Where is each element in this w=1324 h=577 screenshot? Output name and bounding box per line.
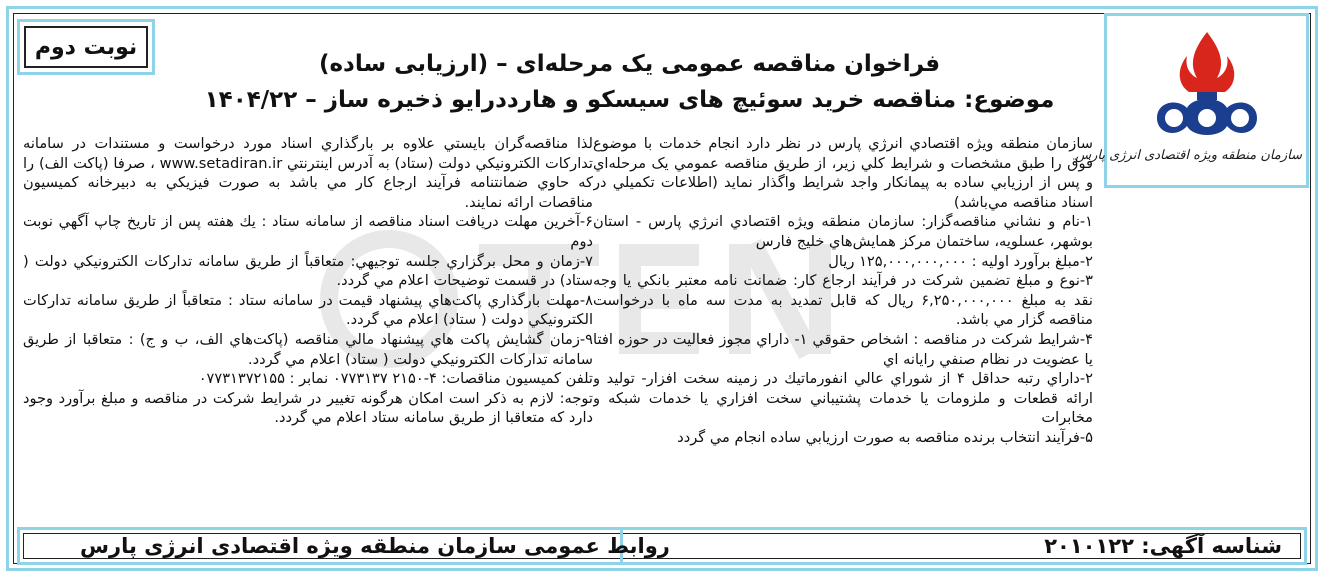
- right-item-4: ۴-شرایط شركت در مناقصه : اشخاص حقوقي ۱- داراي مجوز فعالیت در حوزه افتا یا عضویت در نظام صنفي رایانه اي: [593, 330, 1093, 368]
- left-phones: تلفن كمیسیون مناقصات: ۴-۲۱۵۰ ۰۷۷۳۱۳۷ نمابر : ۰۷۷۳۱۳۷۲۱۵۵: [198, 370, 593, 388]
- right-intro: سازمان منطقه ویژه اقتصادي انرژي پارس در نظر دارد انجام خدمات با موضوع فوق را طبق مشخصات و شرایط كلي زیر، از طریق مناقصه عمومي یک مرحله‌اي و پس از ارزیابي ساده به پیمانكار واجد شرایط واگذار نماید (اطلاعات تكمیلي در اسناد مناقصه مي‌باشد): [593, 135, 1093, 211]
- ad-id: شناسه آگهی: ۲۰۱۰۱۲۲: [1044, 534, 1282, 558]
- right-item-2: ۲-مبلغ برآورد اولیه : ۱۲۵,۰۰۰,۰۰۰,۰۰۰ ریال: [828, 252, 1093, 270]
- flame-logo-icon: [1137, 26, 1277, 146]
- right-column: [593, 134, 1093, 534]
- left-note: توجه: لازم به ذكر است امكان هرگونه تغییر در شرایط شركت در مناقصه و مبلغ برآورد وجود دارد كه متعاقبا از طریق سامانه ستاد اعلام مي گردد.: [23, 389, 593, 427]
- logo-panel: [1075, 13, 1309, 188]
- publisher-name: روابط عمومی سازمان منطقه ویژه اقتصادی انرژی پارس: [80, 534, 670, 558]
- left-item-9: ۹-زمان گشایش پاكت هاي پیشنهاد مالي مناقصه (پاكت‌هاي الف، ب و ج) : متعاقبا از طریق سامانه تداركات الكترونیكي دولت ( ستاد) اعلام مي گردد.: [23, 330, 593, 368]
- left-item-7: ۷-زمان و محل برگزاري جلسه توجیهي: متعاقباً از طریق سامانه تداركات الكترونیكي دولت ( ستاد) در قسمت توضیحات اعلام مي گردد.: [23, 252, 593, 290]
- footer-bar: [17, 527, 1307, 565]
- ad-subject: موضوع: مناقصه خرید سوئیچ های سیسکو و هارددرایو ذخیره ساز – ۱۴۰۴/۲۲: [204, 87, 1055, 113]
- left-item-8: ۸-مهلت بارگذاري پاكت‌هاي پیشنهاد قیمت در سامانه ستاد : متعاقباً از طریق سامانه تداركات الكترونیكي دولت ( ستاد) اعلام مي گردد.: [23, 291, 593, 329]
- right-item-1: ۱-نام و نشاني مناقصه‌گزار: سازمان منطقه ویژه اقتصادي انرژي پارس - استان بوشهر، عسلویه، ساختمان مركز همایش‌هاي خلیج فارس: [593, 213, 1093, 250]
- logo-caption: سازمان منطقه ویژه اقتصادی انرژی پارس: [1075, 148, 1302, 163]
- right-item-3: ۳-نوع و مبلغ تضمین شركت در فرآیند ارجاع كار: ضمانت نامه معتبر بانكي یا وجه نقد به مبلغ ۶,۲۵۰,۰۰۰,۰۰۰ ریال كه قابل تمدید به مدت سه ماه با درخواست مناقصه گزار مي باشد.: [593, 272, 1093, 329]
- left-intro: لذا مناقصه‌گران بایستي علاوه بر بارگذاري اسناد مورد درخواست و مستندات در سامانه تداركات الكترونیكي دولت (ستاد) به آدرس اینترنتي www.setadiran.ir ، صرفا (پاكت الف) را كه حاوي ضمانتنامه فرآیند ارجاع كار مي باشد به صورت فیزیكي به دبیرخانه كمیسیون مناقصات ارائه نمایند.: [23, 135, 593, 211]
- right-item-4b: ۲-داراي رتبه حداقل ۴ از شوراي عالي انفورماتیك در زمینه سخت افزار- تولید و ارائه قطعات و ملزومات یا خدمات پشتیباني سخت افزاري یا خدمات شبكه و مخابرات: [593, 370, 1093, 427]
- ad-title: فراخوان مناقصه عمومی یک مرحله‌ای – (ارزیابی ساده): [318, 51, 941, 77]
- left-item-6: ۶-آخرین مهلت دریافت اسناد مناقصه از سامانه ستاد : یك هفته پس از تاریخ چاپ آگهي نوبت دوم: [23, 213, 593, 250]
- ad-frame: [6, 6, 1318, 571]
- right-item-5: ۵-فرآیند انتخاب برنده مناقصه به صورت ارزیابي ساده انجام مي گردد: [677, 428, 1093, 446]
- round-badge: [17, 19, 155, 75]
- left-column: [23, 134, 593, 534]
- round-badge-label: نوبت دوم: [24, 26, 148, 68]
